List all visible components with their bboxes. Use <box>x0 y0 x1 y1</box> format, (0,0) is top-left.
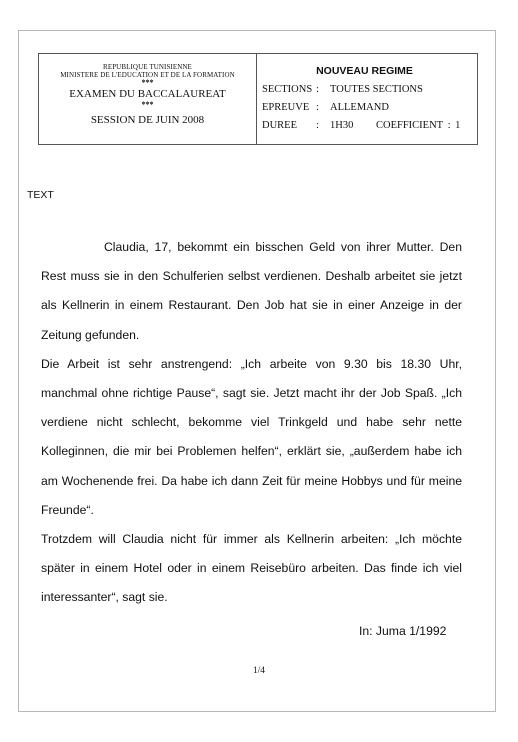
colon: : <box>316 84 319 95</box>
epreuve-row <box>262 99 477 117</box>
page-number: 1/4 <box>252 666 266 676</box>
ministry-label: MINISTERE DE L'EDUCATION ET DE LA FORMATION <box>60 71 235 79</box>
coefficient-value: 1 <box>455 120 461 131</box>
colon: : <box>447 120 451 131</box>
sections-row <box>262 81 477 99</box>
stars-separator: *** <box>141 78 154 87</box>
epreuve-label: EPREUVE <box>262 102 310 113</box>
duree-row <box>262 117 477 135</box>
header-institution <box>39 54 257 144</box>
paragraph: Trotzdem will Claudia nicht für immer als Kellnerin arbeiten: „Ich möchte später in einem Hotel oder in einem Reisebüro arbeiten. Das finde ich viel interessanter“, sagt sie. <box>41 532 462 605</box>
stars-separator: *** <box>141 100 154 109</box>
paragraph: Claudia, 17, bekommt ein bisschen Geld von ihrer Mutter. Den Rest muss sie in den Schulferien selbst verdienen. Deshalb arbeitet sie jetzt als Kellnerin in einem Restaurant. Den Job hat sie in einer Anzeige in der Zeitung gefunden. <box>41 240 462 342</box>
paragraph: Die Arbeit ist sehr anstrengend: „Ich arbeite von 9.30 bis 18.30 Uhr, manchmal ohne richtige Pause“, sagt sie. Jetzt macht ihr der Job Spaß. „Ich verdiene nicht schlecht, bekomme viel Trinkgeld und habe sehr nette Kolleginnen, die mir bei Problemen helfen“, erklärt sie, „außerdem habe ich am Wochenende frei. Da habe ich dann Zeit für meine Hobbys und für meine Freunde“. <box>41 356 462 517</box>
colon: : <box>316 120 319 131</box>
sections-label: SECTIONS <box>262 84 313 95</box>
colon: : <box>316 102 319 113</box>
regime-label: NOUVEAU REGIME <box>316 65 413 77</box>
text-heading: TEXT <box>27 189 54 201</box>
exam-header <box>38 53 478 145</box>
reading-text <box>41 233 462 613</box>
sections-value: TOUTES SECTIONS <box>330 84 423 95</box>
epreuve-value: ALLEMAND <box>330 102 389 113</box>
session-label: SESSION DE JUIN 2008 <box>90 114 205 126</box>
duree-value: 1H30 <box>330 120 354 131</box>
text-source: In: Juma 1/1992 <box>359 624 447 638</box>
duree-label: DUREE <box>262 120 297 131</box>
exam-name: EXAMEN DU BACCALAUREAT <box>69 88 226 100</box>
republic-label: REPUBLIQUE TUNISIENNE <box>103 63 192 71</box>
header-exam-details <box>257 54 477 144</box>
coefficient-label: COEFFICIENT <box>376 120 444 131</box>
